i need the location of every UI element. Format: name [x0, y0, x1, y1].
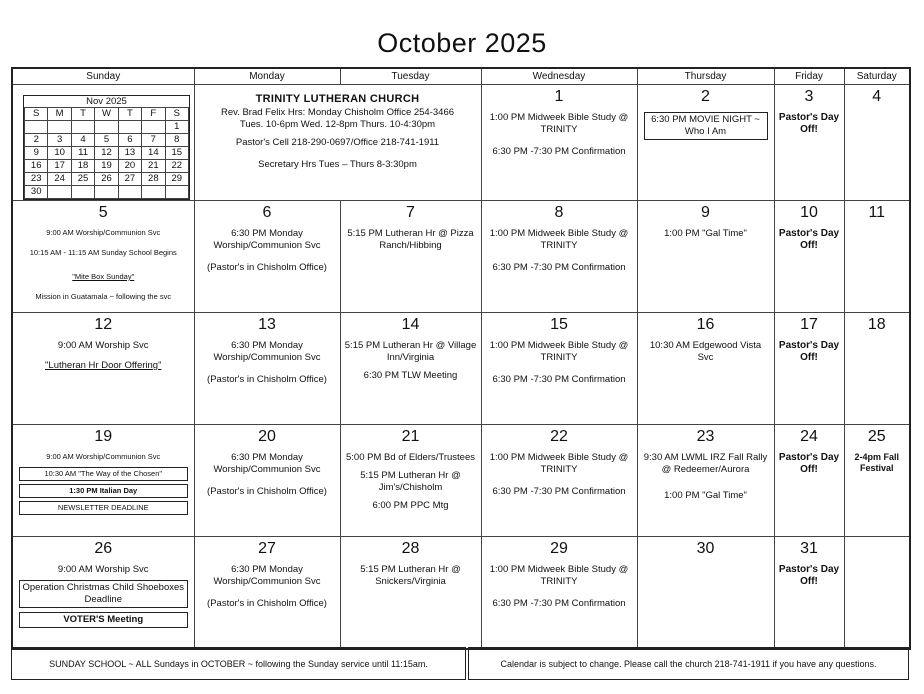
mini-calendar-day: 22 — [165, 160, 188, 173]
event: 10:30 AM Edgewood Vista Svc — [649, 340, 762, 363]
mini-calendar-day: 23 — [25, 173, 48, 186]
day-number: 28 — [401, 540, 420, 557]
day-cell — [774, 201, 844, 313]
event: (Pastor's in Chisholm Office) — [207, 486, 327, 497]
church-name: TRINITY LUTHERAN CHURCH — [255, 93, 420, 105]
pastor-day-off: Pastor's Day Off! — [778, 228, 840, 251]
mini-calendar-day: 8 — [165, 134, 188, 147]
mini-calendar-day: 2 — [25, 134, 48, 147]
day-number: 3 — [804, 88, 814, 105]
mini-calendar-day: 29 — [165, 173, 188, 186]
event: 5:00 PM Bd of Elders/Trustees — [345, 452, 475, 463]
mini-calendar-day — [118, 121, 141, 134]
day-number: 30 — [696, 540, 715, 557]
empty-cell — [844, 537, 910, 649]
footer-disclaimer: Calendar is subject to change. Please call the church 218-741-1911 if you have any questions. — [468, 647, 909, 680]
event-box: VOTER'S Meeting — [19, 612, 188, 628]
day-cell — [194, 537, 340, 649]
mini-calendar-day — [95, 186, 118, 199]
event: (Pastor's in Chisholm Office) — [207, 374, 327, 385]
mini-calendar-day: 7 — [142, 134, 165, 147]
weekday-header: Saturday — [844, 68, 910, 85]
event: 6:30 PM Monday Worship/Communion Svc — [213, 452, 321, 475]
day-number: 13 — [258, 316, 276, 333]
mini-calendar-day: 20 — [118, 160, 141, 173]
event: 9:00 AM Worship Svc — [57, 564, 149, 575]
day-number: 7 — [406, 204, 415, 221]
mini-calendar-day: 27 — [118, 173, 141, 186]
day-number: 2 — [701, 88, 710, 105]
day-number: 6 — [262, 204, 272, 221]
day-number: 21 — [401, 428, 420, 445]
weekday-header-row — [12, 68, 910, 85]
event: 6:30 PM -7:30 PM Confirmation — [492, 486, 626, 497]
weekday-header: Thursday — [637, 68, 774, 85]
event: 6:30 PM TLW Meeting — [363, 370, 458, 381]
day-number: 14 — [401, 316, 420, 333]
event-box: 1:30 PM Italian Day — [19, 484, 188, 498]
day-number: 5 — [98, 204, 108, 221]
event: 6:30 PM -7:30 PM Confirmation — [492, 146, 626, 157]
mini-calendar-week — [25, 121, 189, 134]
event: 6:30 PM -7:30 PM Confirmation — [492, 598, 626, 609]
mini-calendar-cell — [12, 85, 194, 201]
mini-calendar-day: 3 — [48, 134, 71, 147]
day-number: 31 — [800, 540, 818, 557]
day-number: 26 — [94, 540, 113, 557]
event: 6:30 PM -7:30 PM Confirmation — [492, 262, 626, 273]
mini-calendar-day — [95, 121, 118, 134]
mini-calendar-day: 21 — [142, 160, 165, 173]
day-number: 12 — [94, 316, 113, 333]
event: 6:00 PM PPC Mtg — [372, 500, 449, 511]
event: "Lutheran Hr Door Offering" — [45, 360, 162, 371]
church-line: Rev. Brad Felix Hrs: Monday Chisholm Office 254-3466 — [220, 107, 455, 118]
event: Mission in Guatamala ~ following the svc — [35, 292, 172, 301]
page-title: October 2025 — [377, 28, 547, 58]
mini-calendar-weekday: S — [25, 108, 48, 121]
mini-calendar-day — [48, 121, 71, 134]
mini-calendar-week — [25, 134, 189, 147]
mini-calendar-day: 17 — [48, 160, 71, 173]
mini-calendar-weekday: M — [48, 108, 71, 121]
mini-calendar-day — [165, 186, 188, 199]
day-number: 8 — [554, 204, 564, 221]
pastor-day-off: Pastor's Day Off! — [778, 112, 840, 135]
day-cell — [844, 85, 910, 201]
event: 6:30 PM Monday Worship/Communion Svc — [213, 228, 321, 251]
mini-calendar-weekday: W — [95, 108, 118, 121]
day-cell — [774, 313, 844, 425]
event: 1:00 PM Midweek Bible Study @ TRINITY — [489, 564, 629, 587]
day-cell — [774, 85, 844, 201]
day-cell — [12, 537, 194, 649]
day-number: 24 — [800, 428, 818, 445]
day-number: 15 — [550, 316, 568, 333]
mini-calendar-day — [142, 121, 165, 134]
day-number: 4 — [872, 88, 882, 105]
day-number: 23 — [696, 428, 715, 445]
event: "Mite Box Sunday" — [72, 272, 135, 281]
day-number: 16 — [696, 316, 715, 333]
mini-calendar-weekday: T — [118, 108, 141, 121]
day-cell — [637, 537, 774, 649]
mini-calendar-week — [25, 186, 189, 199]
mini-calendar-day — [118, 186, 141, 199]
event: 1:00 PM "Gal Time" — [664, 490, 747, 501]
day-cell — [481, 85, 637, 201]
pastor-day-off: Pastor's Day Off! — [778, 340, 840, 363]
event: 2-4pm Fall Festival — [854, 452, 899, 473]
mini-calendar-day: 28 — [142, 173, 165, 186]
mini-calendar-day: 12 — [95, 147, 118, 160]
church-line: Pastor's Cell 218-290-0697/Office 218-741-1911 — [235, 137, 440, 148]
mini-calendar-day — [71, 121, 94, 134]
day-cell — [194, 313, 340, 425]
mini-calendar-weekday: T — [71, 108, 94, 121]
event: 1:00 PM Midweek Bible Study @ TRINITY — [489, 340, 629, 363]
weekday-header: Monday — [194, 68, 340, 85]
event: 5:15 PM Lutheran Hr @ Pizza Ranch/Hibbing — [347, 228, 474, 251]
event: 1:00 PM "Gal Time" — [664, 228, 747, 239]
day-cell — [637, 201, 774, 313]
day-number: 25 — [867, 428, 886, 445]
mini-calendar-weekday: S — [165, 108, 188, 121]
footer-sunday-school: SUNDAY SCHOOL ~ ALL Sundays in OCTOBER ~ following the Sunday service until 11:15am. — [11, 647, 466, 680]
event: 1:00 PM Midweek Bible Study @ TRINITY — [489, 112, 629, 135]
mini-calendar-day: 6 — [118, 134, 141, 147]
mini-calendar-weekday: F — [142, 108, 165, 121]
day-number: 11 — [868, 204, 886, 221]
event: 5:15 PM Lutheran Hr @ Snickers/Virginia — [360, 564, 461, 587]
day-number: 29 — [550, 540, 568, 557]
mini-calendar-day: 18 — [71, 160, 94, 173]
day-cell — [844, 201, 910, 313]
day-cell — [637, 85, 774, 201]
day-number: 20 — [258, 428, 276, 445]
event: 9:30 AM LWML IRZ Fall Rally @ Redeemer/Aurora — [643, 452, 768, 475]
day-cell — [194, 201, 340, 313]
day-number: 19 — [94, 428, 113, 445]
week-row — [12, 201, 910, 313]
day-cell — [12, 201, 194, 313]
day-cell — [12, 425, 194, 537]
day-cell — [774, 425, 844, 537]
mini-calendar-day: 11 — [71, 147, 94, 160]
day-cell — [637, 313, 774, 425]
mini-calendar-title: Nov 2025 — [86, 96, 127, 107]
mini-calendar-day: 25 — [71, 173, 94, 186]
mini-calendar-day: 30 — [25, 186, 48, 199]
day-number: 1 — [554, 88, 564, 105]
event: 9:00 AM Worship/Communion Svc — [46, 452, 161, 461]
mini-calendar — [23, 95, 190, 200]
day-cell — [774, 537, 844, 649]
day-number: 22 — [550, 428, 568, 445]
mini-calendar-day: 4 — [71, 134, 94, 147]
mini-calendar-day — [71, 186, 94, 199]
event: 10:15 AM - 11:15 AM Sunday School Begins — [29, 248, 177, 257]
weekday-header: Sunday — [12, 68, 194, 85]
event-box: Operation Christmas Child Shoeboxes Deadline — [19, 580, 188, 608]
event: 5:15 PM Lutheran Hr @ Jim's/Chisholm — [360, 470, 461, 493]
mini-calendar-day: 15 — [165, 147, 188, 160]
church-line: Secretary Hrs Tues – Thurs 8-3:30pm — [258, 159, 417, 170]
event: 6:30 PM Monday Worship/Communion Svc — [213, 564, 321, 587]
event: 1:00 PM Midweek Bible Study @ TRINITY — [489, 228, 629, 251]
mini-calendar-day: 5 — [95, 134, 118, 147]
event-box: 6:30 PM MOVIE NIGHT ~ Who I Am — [644, 112, 768, 140]
day-cell — [481, 537, 637, 649]
mini-calendar-day: 1 — [165, 121, 188, 134]
day-number: 17 — [800, 316, 818, 333]
event: (Pastor's in Chisholm Office) — [207, 262, 327, 273]
day-cell — [340, 201, 481, 313]
event: 1:00 PM Midweek Bible Study @ TRINITY — [489, 452, 629, 475]
day-cell — [194, 425, 340, 537]
day-cell — [481, 313, 637, 425]
mini-calendar-header-row — [25, 108, 189, 121]
pastor-day-off: Pastor's Day Off! — [778, 564, 840, 587]
mini-calendar-day: 13 — [118, 147, 141, 160]
mini-calendar-table — [24, 107, 189, 199]
day-number: 10 — [800, 204, 818, 221]
mini-calendar-day: 10 — [48, 147, 71, 160]
mini-calendar-day: 9 — [25, 147, 48, 160]
event: (Pastor's in Chisholm Office) — [207, 598, 327, 609]
event: 9:00 AM Worship Svc — [57, 340, 149, 351]
mini-calendar-day: 24 — [48, 173, 71, 186]
day-number: 18 — [867, 316, 886, 333]
event-box: NEWSLETTER DEADLINE — [19, 501, 188, 515]
pastor-day-off: Pastor's Day Off! — [778, 452, 840, 475]
event: 5:15 PM Lutheran Hr @ Village Inn/Virginia — [344, 340, 477, 363]
weekday-header: Friday — [774, 68, 844, 85]
day-cell — [12, 313, 194, 425]
day-cell — [340, 537, 481, 649]
day-cell — [340, 425, 481, 537]
day-cell — [844, 425, 910, 537]
weekday-header: Wednesday — [481, 68, 637, 85]
week-row — [12, 85, 910, 201]
mini-calendar-day: 16 — [25, 160, 48, 173]
mini-calendar-day — [25, 121, 48, 134]
mini-calendar-week — [25, 173, 189, 186]
day-cell — [844, 313, 910, 425]
week-row — [12, 537, 910, 649]
event: 6:30 PM Monday Worship/Communion Svc — [213, 340, 321, 363]
event: 6:30 PM -7:30 PM Confirmation — [492, 374, 626, 385]
day-cell — [481, 425, 637, 537]
day-cell — [637, 425, 774, 537]
weekday-header: Tuesday — [340, 68, 481, 85]
mini-calendar-day: 14 — [142, 147, 165, 160]
calendar-grid — [11, 67, 911, 650]
mini-calendar-week — [25, 160, 189, 173]
church-line: Tues. 10-6pm Wed. 12-8pm Thurs. 10-4:30pm — [239, 119, 436, 130]
mini-calendar-day: 26 — [95, 173, 118, 186]
mini-calendar-day: 19 — [95, 160, 118, 173]
mini-calendar-week — [25, 147, 189, 160]
day-cell — [481, 201, 637, 313]
day-number: 9 — [701, 204, 710, 221]
mini-calendar-day — [142, 186, 165, 199]
day-number: 27 — [258, 540, 276, 557]
event-box: 10:30 AM "The Way of the Chosen" — [19, 467, 188, 481]
event: 9:00 AM Worship/Communion Svc — [46, 228, 161, 237]
week-row — [12, 425, 910, 537]
week-row — [12, 313, 910, 425]
mini-calendar-day — [48, 186, 71, 199]
day-cell — [340, 313, 481, 425]
church-info — [194, 85, 481, 201]
